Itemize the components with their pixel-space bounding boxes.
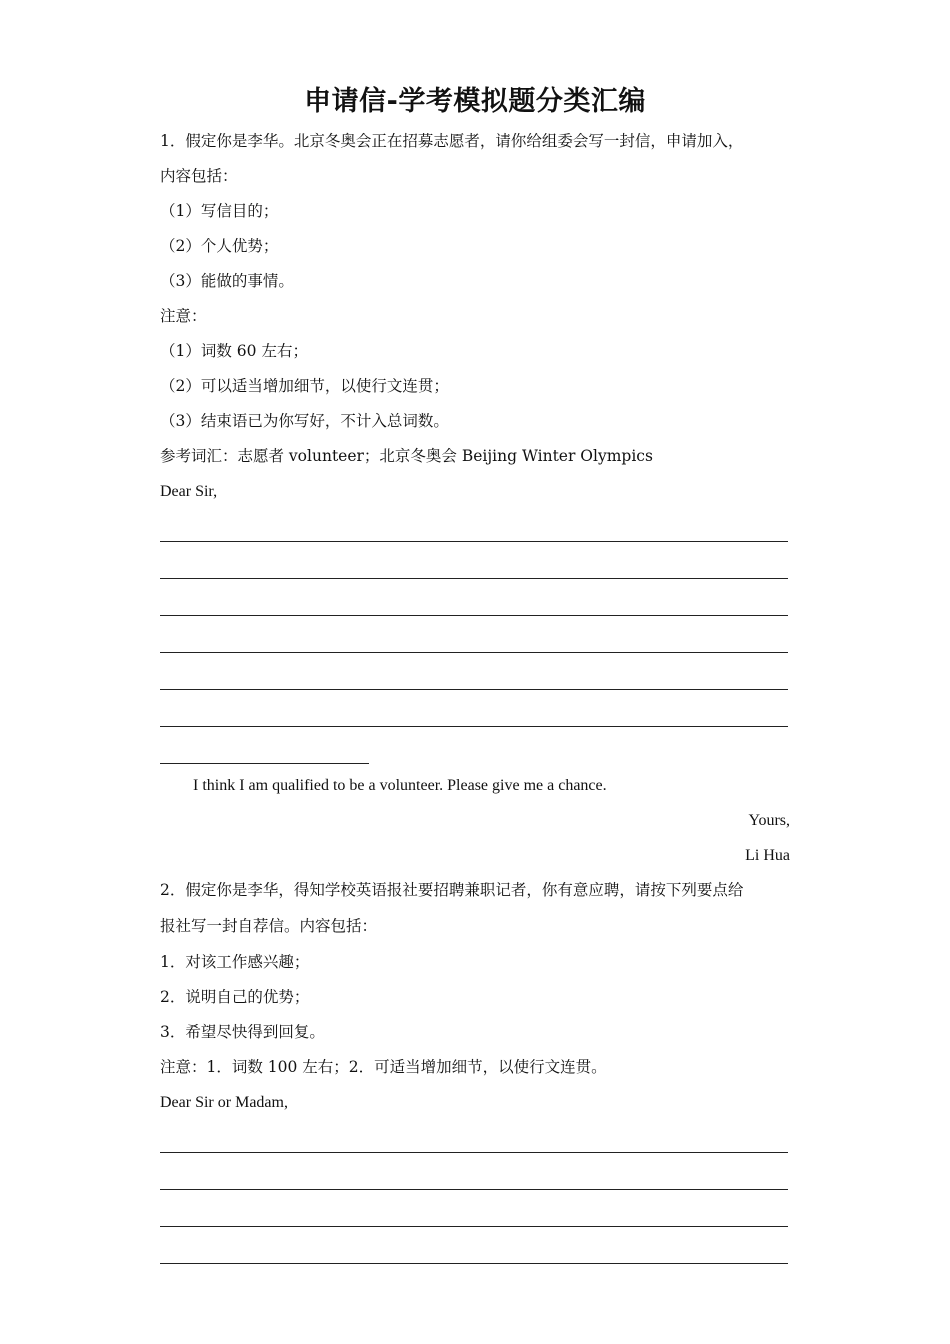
q2-prompt-line2: 报社写一封自荐信。内容包括： <box>160 917 378 935</box>
q2-item-2: 2．说明自己的优势； <box>160 988 310 1006</box>
q2-answer-line-4[interactable] <box>160 1231 790 1268</box>
q1-note-1: （1）词数 60 左右； <box>160 342 308 360</box>
q2-answer-line-3[interactable] <box>160 1194 790 1231</box>
q1-answer-line-4[interactable] <box>160 620 790 657</box>
q1-prompt-line1: 1．假定你是李华。北京冬奥会正在招募志愿者，请你给组委会写一封信，申请加入， <box>160 132 744 150</box>
q2-answer-line-1[interactable] <box>160 1120 790 1157</box>
document-page <box>160 82 790 1268</box>
q1-salutation: Dear Sir, <box>160 483 218 500</box>
q1-note-3: （3）结束语已为你写好，不计入总词数。 <box>160 412 449 430</box>
q1-closing-sentence: I think I am qualified to be a volunteer. Please give me a chance. <box>193 777 607 794</box>
q2-salutation: Dear Sir or Madam, <box>160 1094 288 1111</box>
q1-vocabulary: 参考词汇：志愿者 volunteer；北京冬奥会 Beijing Winter Olympics <box>160 447 653 465</box>
q1-answer-line-2[interactable] <box>160 546 790 583</box>
q1-answer-line-3[interactable] <box>160 583 790 620</box>
q1-item-1: （1）写信目的； <box>160 202 279 220</box>
q2-prompt-line1: 2．假定你是李华，得知学校英语报社要招聘兼职记者，你有意应聘，请按下列要点给 <box>160 881 744 899</box>
q2-item-1: 1．对该工作感兴趣； <box>160 953 310 971</box>
q2-answer-line-2[interactable] <box>160 1157 790 1194</box>
q2-item-3: 3．希望尽快得到回复。 <box>160 1023 325 1041</box>
q2-notes: 注意：1．词数 100 左右；2．可适当增加细节，以使行文连贯。 <box>160 1058 607 1076</box>
q1-prompt-line2: 内容包括： <box>160 167 238 185</box>
q1-item-3: （3）能做的事情。 <box>160 272 294 290</box>
q1-answer-line-1[interactable] <box>160 509 790 546</box>
q1-notes-label: 注意： <box>160 307 207 325</box>
q1-note-2: （2）可以适当增加细节，以使行文连贯； <box>160 377 449 395</box>
q1-answer-line-5[interactable] <box>160 657 790 694</box>
q1-item-2: （2）个人优势； <box>160 237 279 255</box>
q1-answer-line-6[interactable] <box>160 694 790 731</box>
q1-sign-off: Yours, <box>748 812 790 829</box>
q1-answer-line-7[interactable] <box>160 731 790 768</box>
q1-signature: Li Hua <box>745 847 790 864</box>
document-title: 申请信-学考模拟题分类汇编 <box>304 86 646 117</box>
